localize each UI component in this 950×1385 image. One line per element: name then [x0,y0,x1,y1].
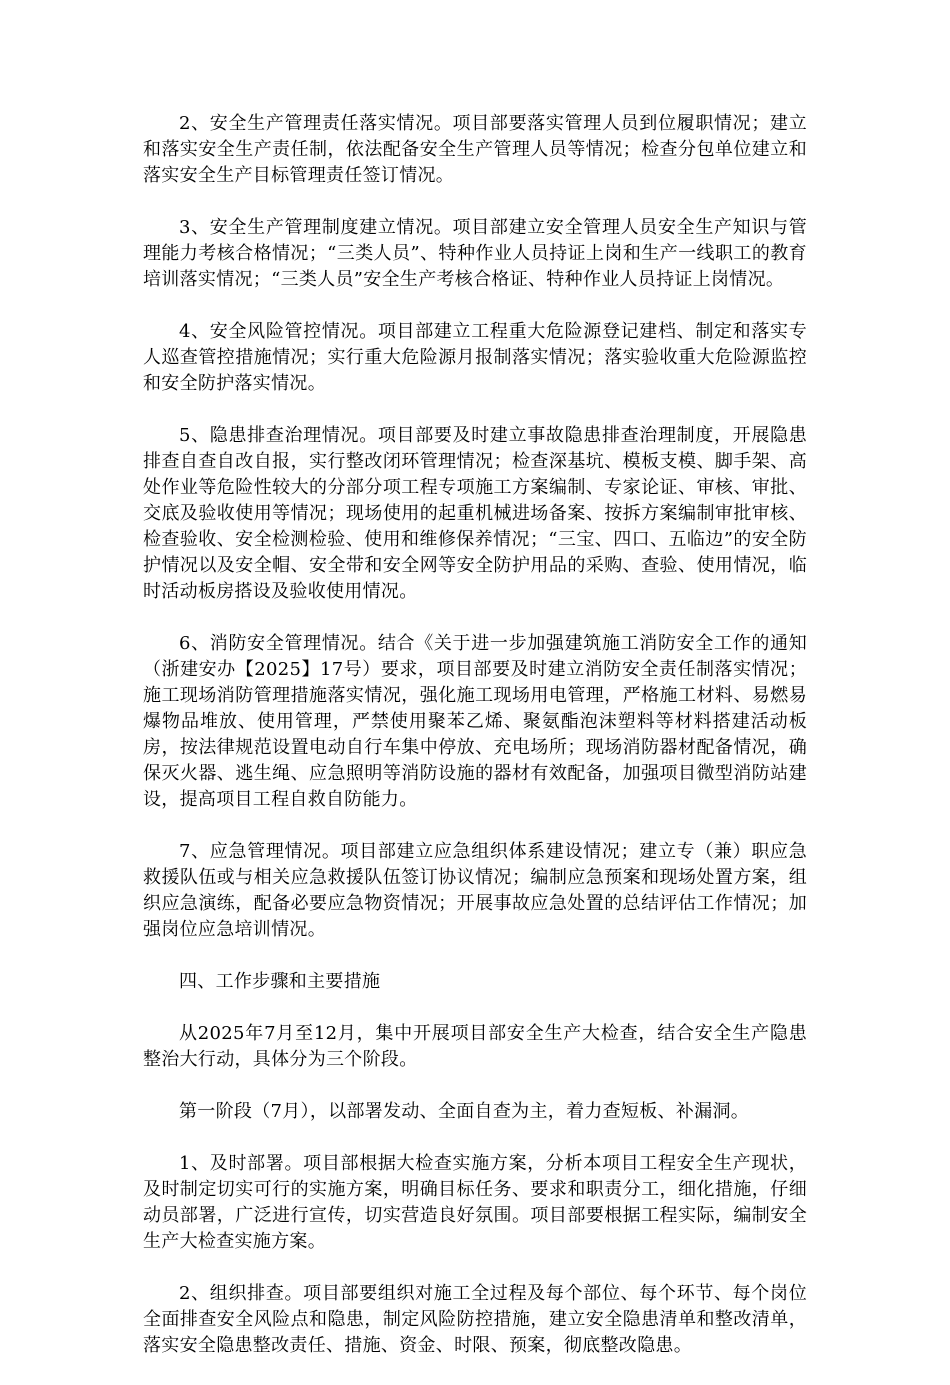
paragraph-risk-control: 4、安全风险管控情况。项目部建立工程重大危险源登记建档、制定和落实专人巡查管控措施情况；实行重大危险源月报制落实情况；落实验收重大危险源监控和安全防护落实情况。 [143,321,807,394]
paragraph-fire-safety: 6、消防安全管理情况。结合《关于进一步加强建筑施工消防安全工作的通知（浙建安办【2025】17号）要求，项目部要及时建立消防安全责任制落实情况；施工现场消防管理措施落实情况，强化施工现场用电管理，严格施工材料、易燃易爆物品堆放、使用管理，严禁使用聚苯乙烯、聚氨酯泡沫塑料等材料搭建活动板房，按法律规范设置电动自行车集中停放、充电场所；现场消防器材配备情况，确保灭火器、逃生绳、应急照明等消防设施的器材有效配备，加强项目微型消防站建设，提高项目工程自救自防能力。 [143,633,807,810]
paragraph-emergency-management: 7、应急管理情况。项目部建立应急组织体系建设情况；建立专（兼）职应急救援队伍或与相关应急救援队伍签订协议情况；编制应急预案和现场处置方案，组织应急演练，配备必要应急物资情况；开展事故应急处置的总结评估工作情况；加强岗位应急培训情况。 [143,841,807,940]
paragraph-responsibility: 2、安全生产管理责任落实情况。项目部要落实管理人员到位履职情况；建立和落实安全生产责任制，依法配备安全生产管理人员等情况；检查分包单位建立和落实安全生产目标管理责任签订情况。 [143,113,807,186]
paragraph-organize-inspection: 2、组织排查。项目部要组织对施工全过程及每个部位、每个环节、每个岗位全面排查安全风险点和隐患，制定风险防控措施，建立安全隐患清单和整改清单，落实安全隐患整改责任、措施、资金、时限、预案，彻底整改隐患。 [143,1283,807,1356]
paragraph-management-system: 3、安全生产管理制度建立情况。项目部建立安全管理人员安全生产知识与管理能力考核合格情况；“三类人员”、特种作业人员持证上岗和生产一线职工的教育培训落实情况；“三类人员”安全生产考核合格证、特种作业人员持证上岗情况。 [143,217,807,290]
paragraph-hazard-inspection: 5、隐患排查治理情况。项目部要及时建立事故隐患排查治理制度，开展隐患排查自查自改自报，实行整改闭环管理情况；检查深基坑、模板支模、脚手架、高处作业等危险性较大的分部分项工程专项施工方案编制、专家论证、审核、审批、交底及验收使用等情况；现场使用的起重机械进场备案、按拆方案编制审批审核、检查验收、安全检测检验、使用和维修保养情况；“三宝、四口、五临边”的安全防护情况以及安全帽、安全带和安全网等安全防护用品的采购、查验、使用情况，临时活动板房搭设及验收使用情况。 [143,425,807,602]
paragraph-schedule: 从2025年7月至12月，集中开展项目部安全生产大检查，结合安全生产隐患整治大行动，具体分为三个阶段。 [143,1023,807,1070]
paragraph-phase-one: 第一阶段（7月），以部署发动、全面自查为主，着力查短板、补漏洞。 [179,1101,750,1122]
document-body [143,111,807,1385]
paragraph-timely-deployment: 1、及时部署。项目部根据大检查实施方案，分析本项目工程安全生产现状，及时制定切实可行的实施方案，明确目标任务、要求和职责分工，细化措施，仔细动员部署，广泛进行宣传，切实营造良好氛围。项目部要根据工程实际，编制安全生产大检查实施方案。 [143,1153,807,1252]
section-heading-steps: 四、工作步骤和主要措施 [179,971,381,992]
